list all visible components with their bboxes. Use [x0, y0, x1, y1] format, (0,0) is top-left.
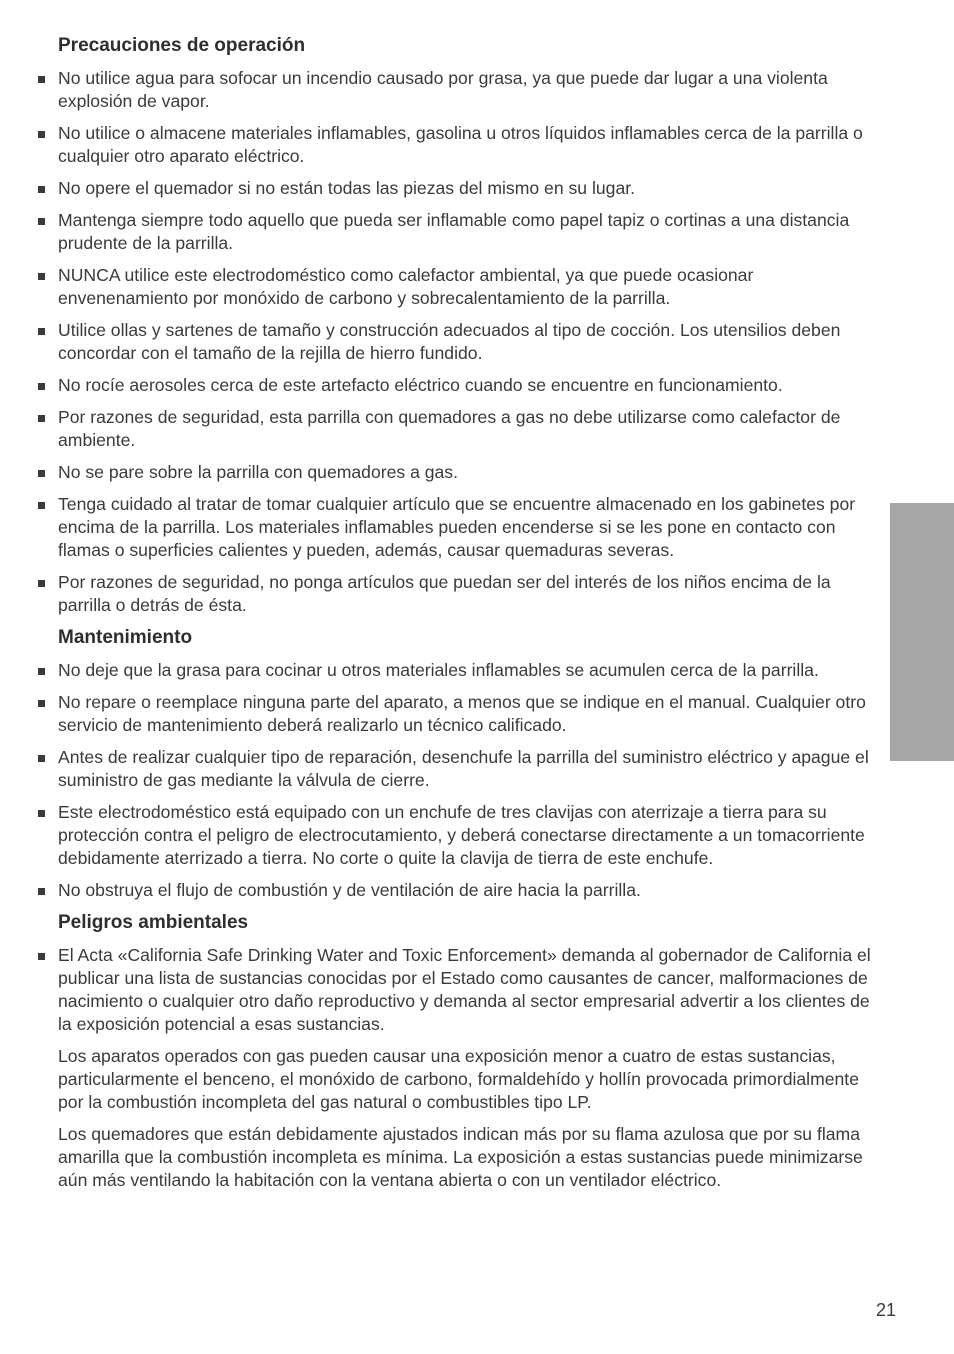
list-item: Mantenga siempre todo aquello que pueda ser inflamable como papel tapiz o cortinas a una distancia prudente de la parrilla. [38, 209, 878, 255]
page-content [38, 34, 878, 1201]
paragraph: Los aparatos operados con gas pueden causar una exposición menor a cuatro de estas sustancias, particularmente el benceno, el monóxido de carbono, formaldehído y hollín provocada primordialmente por la combustión incompleta del gas natural o combustibles tipo LP. [58, 1046, 859, 1112]
page-number: 21 [875, 1300, 896, 1320]
list-item: No opere el quemador si no están todas las piezas del mismo en su lugar. [38, 177, 878, 200]
section-title: Mantenimiento [58, 627, 193, 648]
square-bullet-icon [38, 131, 45, 138]
square-bullet-icon [38, 580, 45, 587]
list-item: No obstruya el flujo de combustión y de ventilación de aire hacia la parrilla. [38, 879, 878, 902]
paragraph: Los quemadores que están debidamente ajustados indican más por su flama azulosa que por su flama amarilla que la combustión incompleta es mínima. La exposición a estas sustancias puede minimizarse aún más ventilando la habitación con la ventana abierta o con un ventilador eléctrico. [58, 1124, 863, 1190]
square-bullet-icon [38, 328, 45, 335]
square-bullet-icon [38, 755, 45, 762]
list-item: No se pare sobre la parrilla con quemadores a gas. [38, 461, 878, 484]
square-bullet-icon [38, 888, 45, 895]
bullet-list [38, 67, 878, 617]
square-bullet-icon [38, 953, 45, 960]
square-bullet-icon [38, 186, 45, 193]
square-bullet-icon [38, 383, 45, 390]
square-bullet-icon [38, 502, 45, 509]
list-item: Por razones de seguridad, no ponga artículos que puedan ser del interés de los niños encima de la parrilla o detrás de ésta. [38, 571, 878, 617]
bullet-list [38, 944, 878, 1036]
list-item: Este electrodoméstico está equipado con un enchufe de tres clavijas con aterrizaje a tierra para su protección contra el peligro de electrocutamiento, y deberá conectarse directamente a un tomacorriente debidamente aterrizado a tierra. No corte o quite la clavija de tierra de este enchufe. [38, 801, 878, 870]
list-item: Utilice ollas y sartenes de tamaño y construcción adecuados al tipo de cocción. Los utensilios deben concordar con el tamaño de la rejilla de hierro fundido. [38, 319, 878, 365]
square-bullet-icon [38, 273, 45, 280]
square-bullet-icon [38, 76, 45, 83]
section-title: Precauciones de operación [58, 35, 306, 56]
square-bullet-icon [38, 415, 45, 422]
square-bullet-icon [38, 668, 45, 675]
list-item: No repare o reemplace ninguna parte del aparato, a menos que se indique en el manual. Cualquier otro servicio de mantenimiento deberá realizarlo un técnico calificado. [38, 691, 878, 737]
list-item: No utilice agua para sofocar un incendio causado por grasa, ya que puede dar lugar a una violenta explosión de vapor. [38, 67, 878, 113]
list-item: No rocíe aerosoles cerca de este artefacto eléctrico cuando se encuentre en funcionamiento. [38, 374, 878, 397]
square-bullet-icon [38, 810, 45, 817]
list-item: El Acta «California Safe Drinking Water and Toxic Enforcement» demanda al gobernador de California el publicar una lista de sustancias conocidas por el Estado como causantes de cancer, malformaciones de nacimiento o cualquier otro daño reproductivo y demanda al sector empresarial advertir a los clientes de la exposición potencial a esas sustancias. [38, 944, 878, 1036]
square-bullet-icon [38, 470, 45, 477]
list-item: NUNCA utilice este electrodoméstico como calefactor ambiental, ya que puede ocasionar envenenamiento por monóxido de carbono y sobrecalentamiento de la parrilla. [38, 264, 878, 310]
list-item: Tenga cuidado al tratar de tomar cualquier artículo que se encuentre almacenado en los gabinetes por encima de la parrilla. Los materiales inflamables pueden encenderse si se les pone en contacto con flamas o superficies calientes y pueden, además, causar quemaduras severas. [38, 493, 878, 562]
section-peligros-ambientales [38, 911, 878, 1192]
section-title: Peligros ambientales [58, 912, 249, 933]
square-bullet-icon [38, 700, 45, 707]
list-item: No deje que la grasa para cocinar u otros materiales inflamables se acumulen cerca de la parrilla. [38, 659, 878, 682]
section-mantenimiento [38, 626, 878, 902]
side-tab-marker [890, 503, 954, 761]
bullet-list [38, 659, 878, 902]
list-item: Antes de realizar cualquier tipo de reparación, desenchufe la parrilla del suministro eléctrico y apague el suministro de gas mediante la válvula de cierre. [38, 746, 878, 792]
list-item: Por razones de seguridad, esta parrilla con quemadores a gas no debe utilizarse como calefactor de ambiente. [38, 406, 878, 452]
section-precauciones [38, 34, 878, 617]
square-bullet-icon [38, 218, 45, 225]
list-item: No utilice o almacene materiales inflamables, gasolina u otros líquidos inflamables cerca de la parrilla o cualquier otro aparato eléctrico. [38, 122, 878, 168]
